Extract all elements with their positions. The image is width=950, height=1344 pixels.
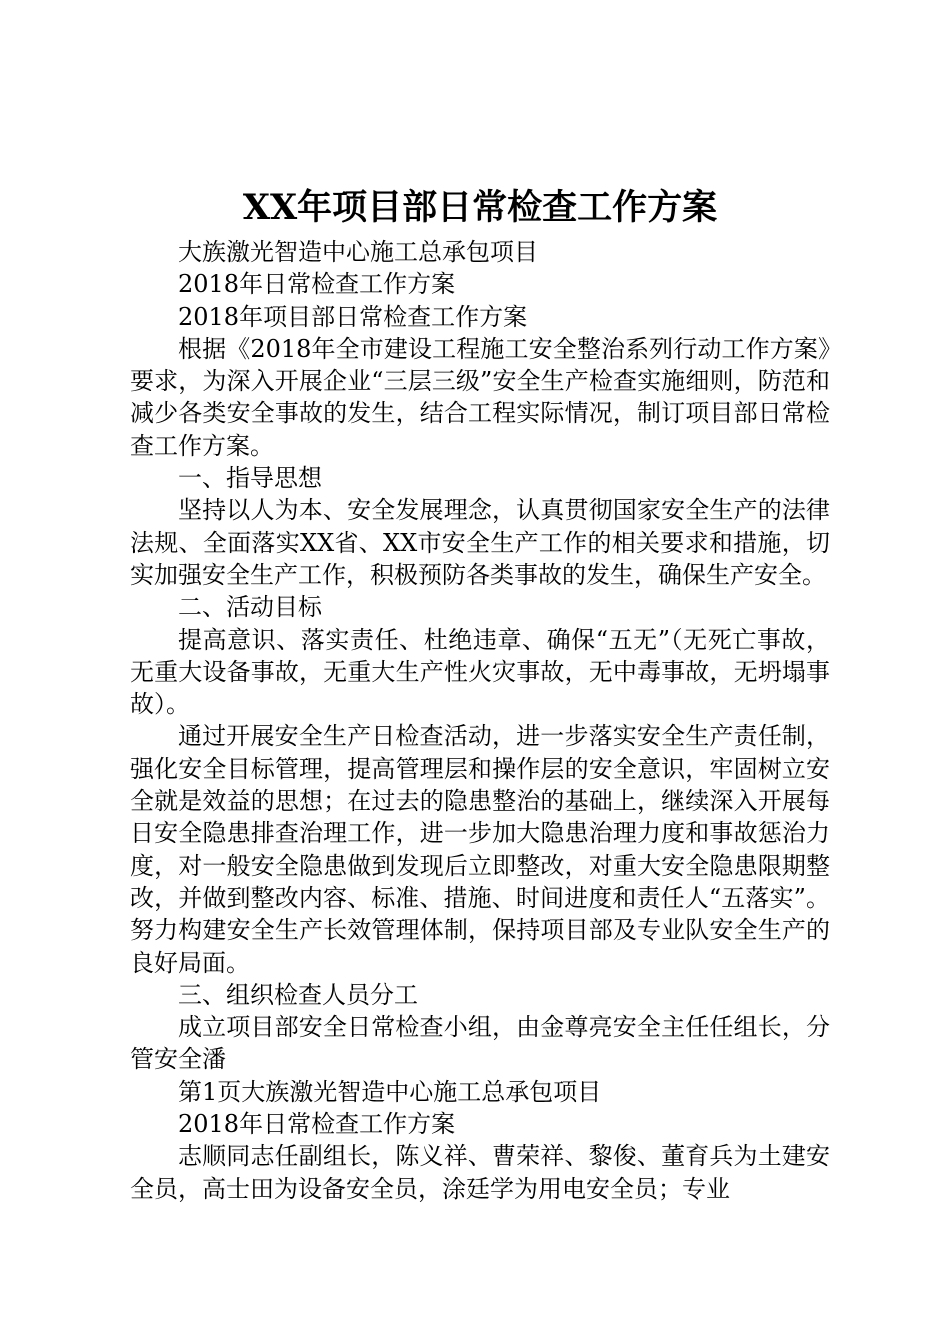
paragraph-guiding-ideology: 坚持以人为本、安全发展理念，认真贯彻国家安全生产的法律法规、全面落实XX省、XX市安全生产工作的相关要求和措施，切实加强安全生产工作，积极预防各类事故的发生，确保生产安全。 <box>130 496 830 589</box>
heading-guiding-ideology: 一、指导思想 <box>178 464 322 493</box>
paragraph-plan-subtitle-repeat: 2018年日常检查工作方案 <box>178 1110 456 1139</box>
paragraph-intro: 根据《2018年全市建设工程施工安全整治系列行动工作方案》要求，为深入开展企业“三层三级”安全生产检查实施细则，防范和减少各类安全事故的发生，结合工程实际情况，制订项目部日常检查工作方案。 <box>130 334 830 460</box>
paragraph-five-nos: 提高意识、落实责任、杜绝违章、确保“五无”（无死亡事故，无重大设备事故，无重大生产性火灾事故，无中毒事故，无坍塌事故）。 <box>130 625 830 719</box>
document-title: XX年项目部日常检查工作方案 <box>242 187 718 228</box>
paragraph-activity-details: 通过开展安全生产日检查活动，进一步落实安全生产责任制，强化安全目标管理，提高管理层和操作层的安全意识，牢固树立安全就是效益的思想；在过去的隐患整治的基础上，继续深入开展每日安全隐患排查治理工作，进一步加大隐患治理力度和事故惩治力度，对一般安全隐患做到发现后立即整改，对重大安全隐患限期整改，并做到整改内容、标准、措施、时间进度和责任人“五落实”。努力构建安全生产长效管理体制，保持项目部及专业队安全生产的良好局面。 <box>130 722 830 977</box>
paragraph-inspection-group: 成立项目部安全日常检查小组，由金尊亮安全主任任组长，分管安全潘 <box>130 1013 830 1074</box>
document-body <box>130 236 830 1205</box>
paragraph-plan-subtitle: 2018年日常检查工作方案 <box>178 270 456 299</box>
heading-activity-goals: 二、活动目标 <box>178 593 322 622</box>
heading-inspection-staff: 三、组织检查人员分工 <box>178 980 418 1009</box>
paragraph-staff-assignment: 志顺同志任副组长，陈义祥、曹荣祥、黎俊、董育兵为土建安全员，高士田为设备安全员，涂廷学为用电安全员；专业 <box>130 1142 830 1203</box>
page-footer-line: 第1页大族激光智造中心施工总承包项目 <box>178 1077 602 1106</box>
paragraph-project-name: 大族激光智造中心施工总承包项目 <box>178 238 538 266</box>
paragraph-plan-title: 2018年项目部日常检查工作方案 <box>178 302 528 331</box>
